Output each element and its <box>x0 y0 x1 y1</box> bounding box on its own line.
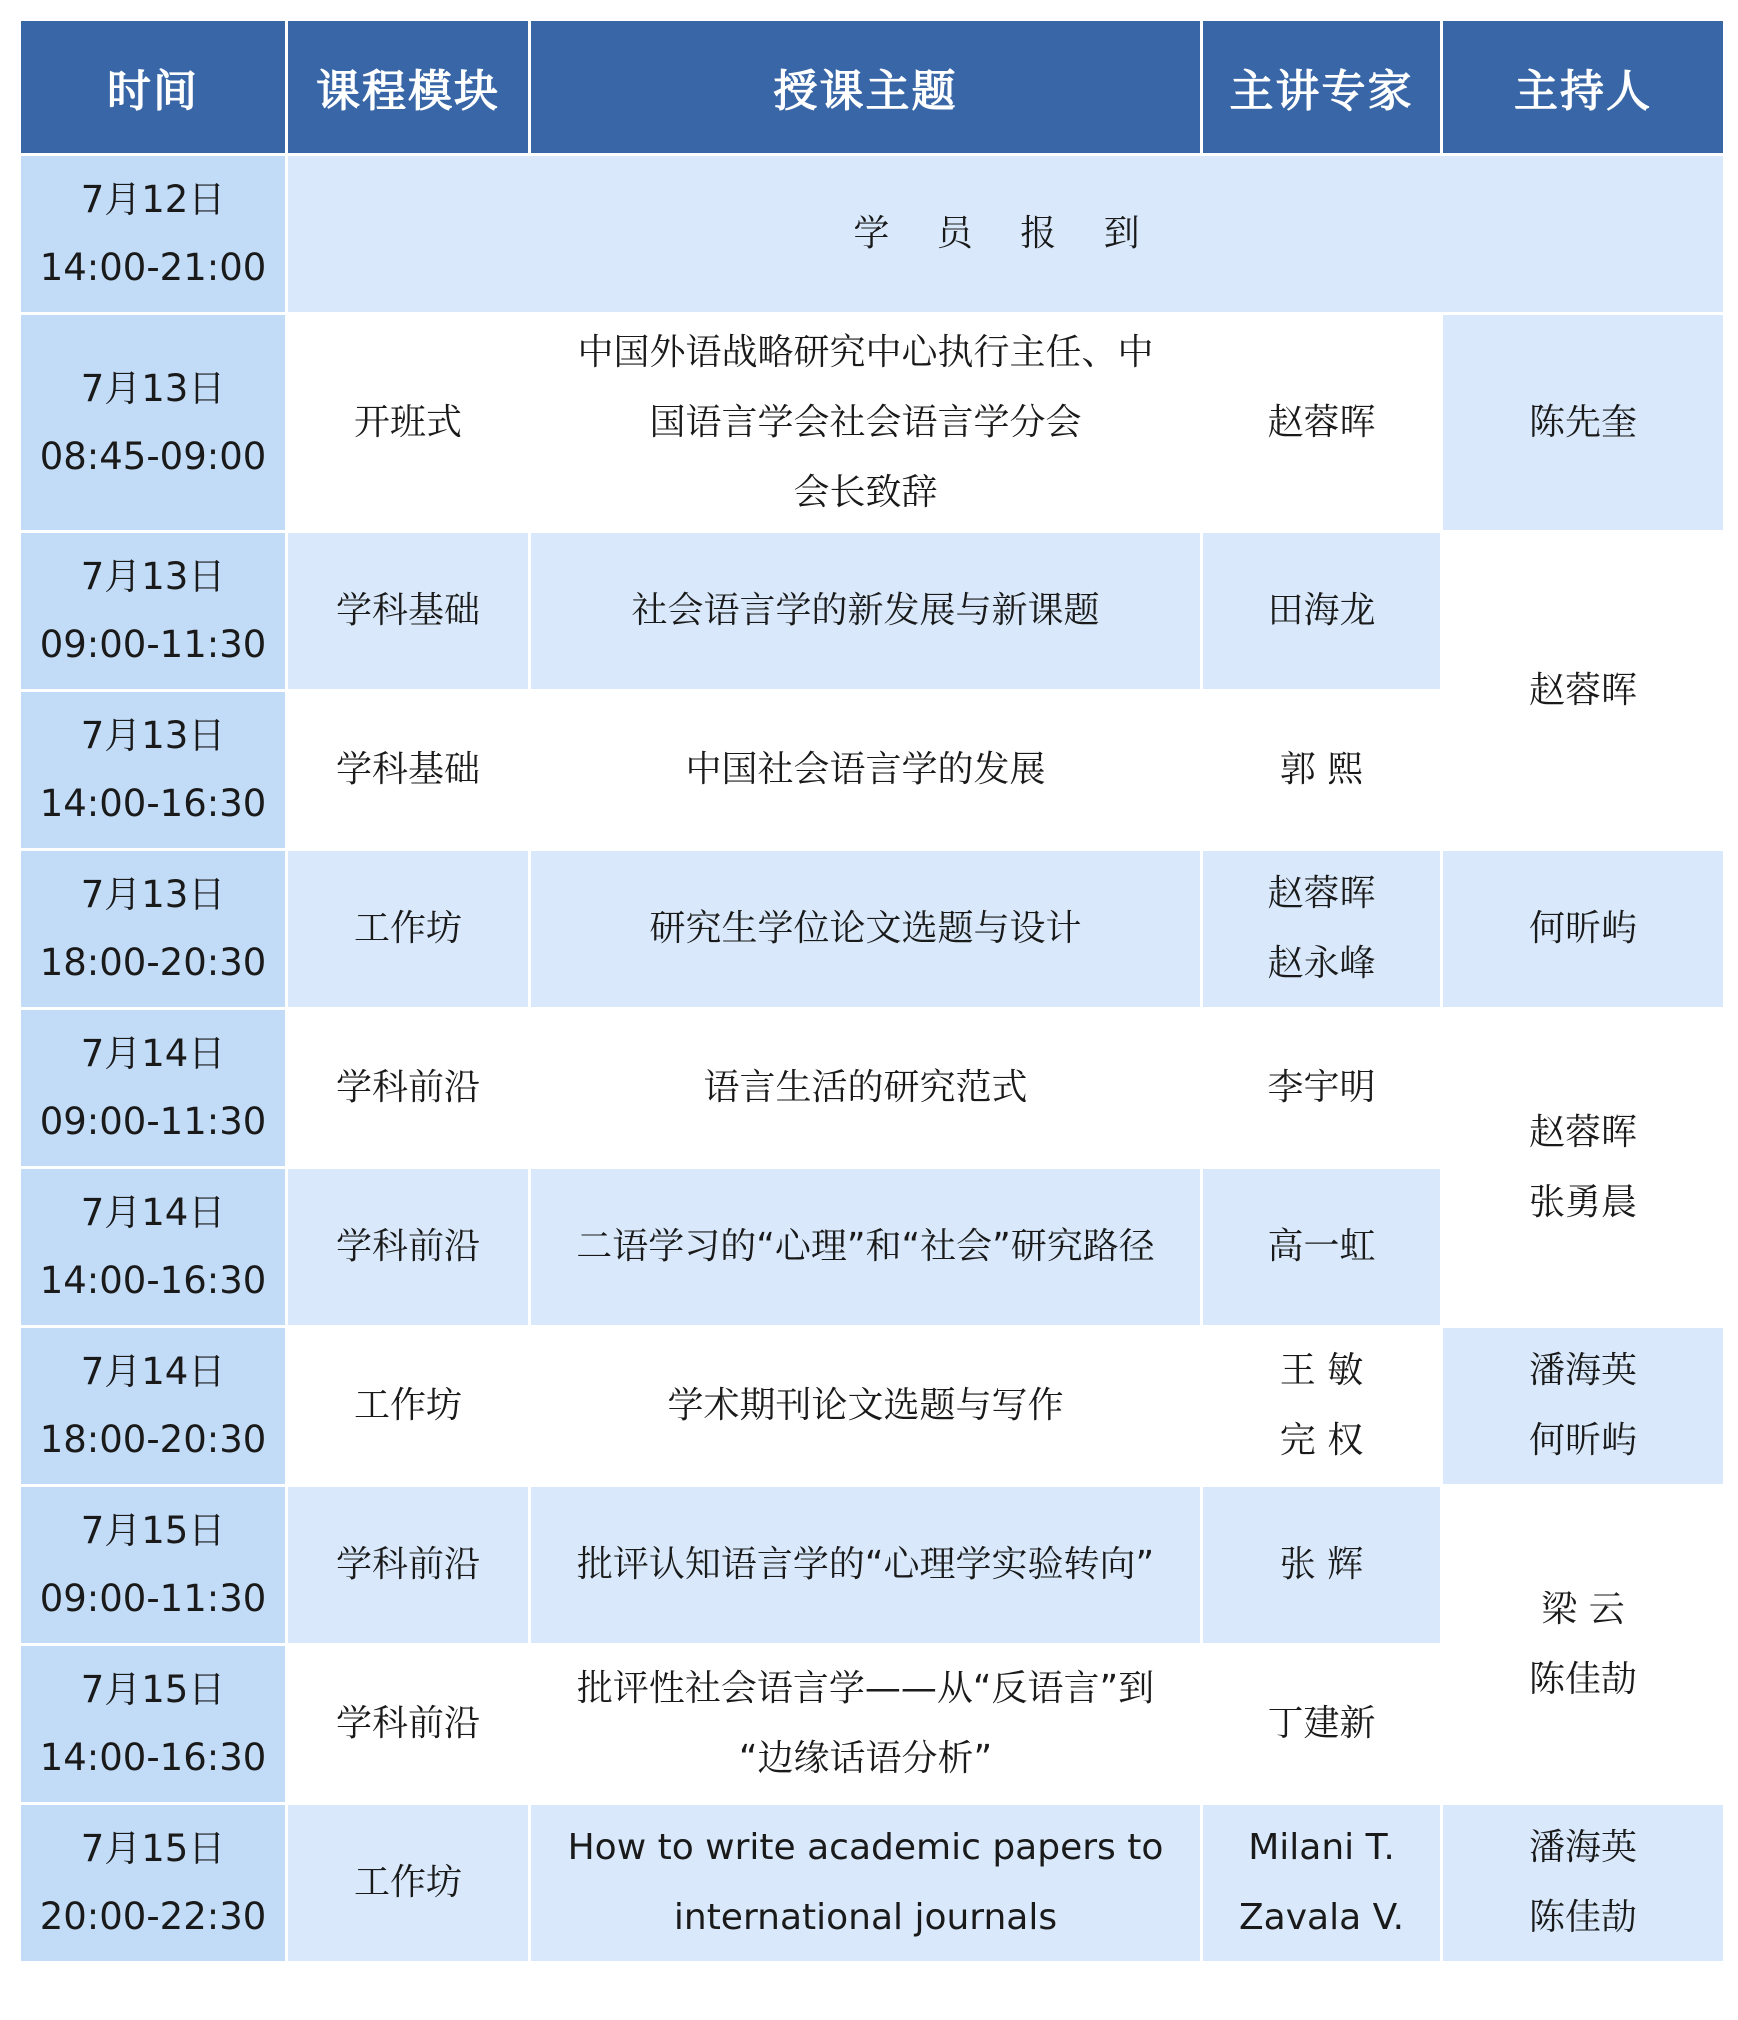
table-row <box>21 315 1723 530</box>
schedule-table <box>18 18 1726 1964</box>
table-row <box>21 1010 1723 1166</box>
time-cell: 7月12日 14:00-21:00 <box>21 156 285 312</box>
header-topic: 授课主题 <box>531 21 1200 153</box>
time-cell: 7月14日 09:00-11:30 <box>21 1010 285 1166</box>
topic-cell: 中国外语战略研究中心执行主任、中 国语言学会社会语言学分会 会长致辞 <box>531 315 1200 530</box>
host-cell: 陈先奎 <box>1443 315 1723 530</box>
time-cell: 7月14日 14:00-16:30 <box>21 1169 285 1325</box>
registration-cell: 学 员 报 到 <box>288 156 1723 312</box>
table-row <box>21 156 1723 312</box>
module-cell: 学科基础 <box>288 533 528 689</box>
table-row <box>21 851 1723 1007</box>
time-cell: 7月13日 08:45-09:00 <box>21 315 285 530</box>
host-cell: 赵蓉晖 张勇晨 <box>1443 1010 1723 1325</box>
header-host: 主持人 <box>1443 21 1723 153</box>
table-row <box>21 1487 1723 1643</box>
topic-cell: 研究生学位论文选题与设计 <box>531 851 1200 1007</box>
time-cell: 7月13日 14:00-16:30 <box>21 692 285 848</box>
module-cell: 学科前沿 <box>288 1646 528 1802</box>
table-row <box>21 1328 1723 1484</box>
speaker-cell: Milani T. Zavala V. <box>1203 1805 1440 1961</box>
topic-cell: How to write academic papers to international journals <box>531 1805 1200 1961</box>
module-cell: 学科前沿 <box>288 1010 528 1166</box>
module-cell: 工作坊 <box>288 851 528 1007</box>
header-speaker: 主讲专家 <box>1203 21 1440 153</box>
header-row <box>21 21 1723 153</box>
module-cell: 工作坊 <box>288 1805 528 1961</box>
module-cell: 学科前沿 <box>288 1487 528 1643</box>
speaker-cell: 赵蓉晖 <box>1203 315 1440 530</box>
time-cell: 7月15日 20:00-22:30 <box>21 1805 285 1961</box>
topic-cell: 中国社会语言学的发展 <box>531 692 1200 848</box>
header-time: 时间 <box>21 21 285 153</box>
speaker-cell: 张 辉 <box>1203 1487 1440 1643</box>
speaker-cell: 田海龙 <box>1203 533 1440 689</box>
speaker-cell: 赵蓉晖 赵永峰 <box>1203 851 1440 1007</box>
time-cell: 7月15日 09:00-11:30 <box>21 1487 285 1643</box>
host-cell: 潘海英 陈佳劼 <box>1443 1805 1723 1961</box>
topic-cell: 批评性社会语言学——从“反语言”到 “边缘话语分析” <box>531 1646 1200 1802</box>
table-row <box>21 533 1723 689</box>
speaker-cell: 丁建新 <box>1203 1646 1440 1802</box>
speaker-cell: 郭 熙 <box>1203 692 1440 848</box>
time-cell: 7月13日 09:00-11:30 <box>21 533 285 689</box>
module-cell: 工作坊 <box>288 1328 528 1484</box>
topic-cell: 社会语言学的新发展与新课题 <box>531 533 1200 689</box>
time-cell: 7月14日 18:00-20:30 <box>21 1328 285 1484</box>
module-cell: 开班式 <box>288 315 528 530</box>
table-row <box>21 1805 1723 1961</box>
topic-cell: 二语学习的“心理”和“社会”研究路径 <box>531 1169 1200 1325</box>
topic-cell: 语言生活的研究范式 <box>531 1010 1200 1166</box>
header-module: 课程模块 <box>288 21 528 153</box>
topic-cell: 批评认知语言学的“心理学实验转向” <box>531 1487 1200 1643</box>
host-cell: 何昕屿 <box>1443 851 1723 1007</box>
speaker-cell: 李宇明 <box>1203 1010 1440 1166</box>
speaker-cell: 高一虹 <box>1203 1169 1440 1325</box>
module-cell: 学科前沿 <box>288 1169 528 1325</box>
host-cell: 赵蓉晖 <box>1443 533 1723 848</box>
host-cell: 潘海英 何昕屿 <box>1443 1328 1723 1484</box>
time-cell: 7月15日 14:00-16:30 <box>21 1646 285 1802</box>
topic-cell: 学术期刊论文选题与写作 <box>531 1328 1200 1484</box>
speaker-cell: 王 敏 完 权 <box>1203 1328 1440 1484</box>
module-cell: 学科基础 <box>288 692 528 848</box>
time-cell: 7月13日 18:00-20:30 <box>21 851 285 1007</box>
host-cell: 梁 云 陈佳劼 <box>1443 1487 1723 1802</box>
